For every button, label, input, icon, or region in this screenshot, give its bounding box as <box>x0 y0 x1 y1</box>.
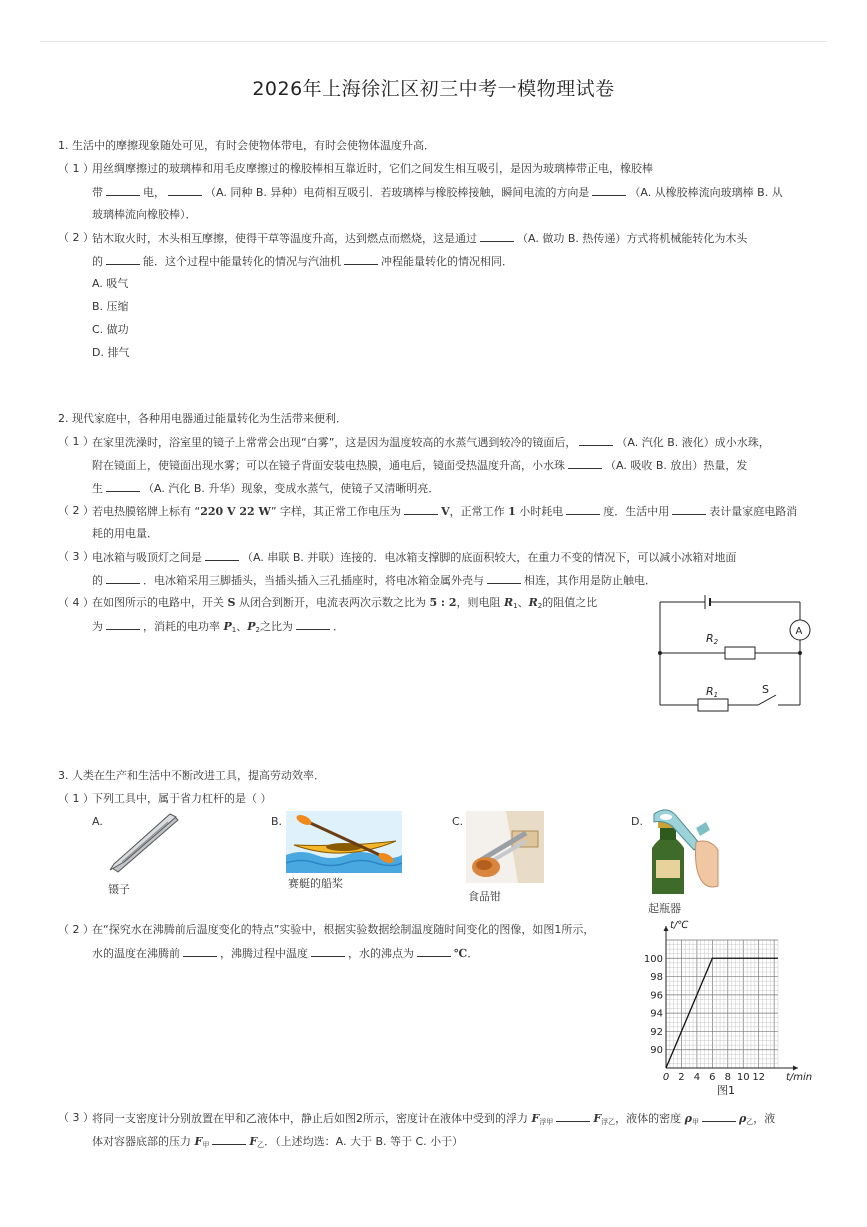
q2-p2-line2: 耗的用电量． <box>92 527 158 540</box>
switch-icon <box>758 695 776 705</box>
option-d[interactable]: D. 排气 <box>92 346 130 359</box>
x-tick-label: 8 <box>724 1072 731 1083</box>
q3-p1-text: 下列工具中，属于省力杠杆的是（ ） <box>92 792 272 805</box>
answer-blank[interactable] <box>311 945 345 957</box>
resistor-r2-icon <box>725 647 755 659</box>
q1-p1-line3: 玻璃棒流向橡胶棒）． <box>92 208 197 221</box>
q2-p2-line1: 若电热膜铭牌上标有 “220 V 22 W” 字样，其正常工作电压为 V，正常工作 1 小时耗电 度．生活中用 表计量家庭电路消 <box>92 505 798 518</box>
r1-label: R1 <box>706 685 719 699</box>
option-a[interactable]: A. 吸气 <box>92 277 129 290</box>
answer-blank[interactable] <box>672 503 706 515</box>
q2-p2-number: （ 2 ） <box>58 504 94 517</box>
answer-blank[interactable] <box>344 253 378 265</box>
answer-blank[interactable] <box>205 549 239 561</box>
q3-p2-line1: 在“探究水在沸腾前后温度变化的特点”实验中，根据实验数据绘制温度随时间变化的图像，如图1所示， <box>92 923 595 936</box>
q1-p1-line2: 带 电， （A. 同种 B. 异种）电荷相互吸引．若玻璃棒与橡胶棒接触，瞬间电流的方向是 （A. 从橡胶棒流向玻璃棒 B. 从 <box>92 186 783 199</box>
top-divider <box>40 41 827 42</box>
tool-b-caption: 赛艇的船桨 <box>288 877 343 890</box>
answer-blank[interactable] <box>404 503 438 515</box>
answer-blank[interactable] <box>487 572 521 584</box>
answer-blank[interactable] <box>183 945 217 957</box>
q1-p1-line1: 用丝绸摩擦过的玻璃棒和用毛皮摩擦过的橡胶棒相互靠近时，它们之间发生相互吸引，是因为玻璃棒带正电，橡胶棒 <box>92 162 653 175</box>
q2-p4-line2: 为 ，消耗的电功率 $P_1$、$P_2$之比为 ． <box>92 620 344 634</box>
tool-c-caption: 食品钳 <box>468 890 501 903</box>
answer-blank[interactable] <box>579 434 613 446</box>
tool-b-letter[interactable]: B. <box>271 815 283 828</box>
y-tick-label: 100 <box>643 953 663 965</box>
x-axis-arrow <box>793 1066 798 1071</box>
answer-blank[interactable] <box>106 572 140 584</box>
y-tick-label: 96 <box>650 990 663 1002</box>
kayak-paddle-image <box>286 811 402 873</box>
q1-p2-line2: 的 能．这个过程中能量转化的情况与汽油机 冲程能量转化的情况相同． <box>92 255 513 268</box>
q3-p2-line2: 水的温度在沸腾前 ，沸腾过程中温度 ，水的沸点为 ℃． <box>92 947 479 960</box>
y-tick-label: 90 <box>650 1045 663 1057</box>
switch-label: S <box>762 683 769 696</box>
q2-p4-number: （ 4 ） <box>58 596 94 609</box>
tool-c-letter[interactable]: C. <box>452 815 464 828</box>
q3-stem: 3. 人类在生产和生活中不断改进工具，提高劳动效率． <box>58 769 325 782</box>
q3-p1-number: （ 1 ） <box>58 792 94 805</box>
y-tick-label: 92 <box>650 1026 663 1038</box>
resistor-r1-icon <box>698 699 728 711</box>
x-tick-label: 0 <box>662 1072 670 1083</box>
y-axis-arrow <box>664 926 669 931</box>
q2-p1-number: （ 1 ） <box>58 435 94 448</box>
x-tick-label: 2 <box>678 1072 685 1083</box>
tweezers-image <box>104 812 184 878</box>
answer-blank[interactable] <box>106 184 140 196</box>
q3-p3-line1: 将同一支密度计分别放置在甲和乙液体中，静止后如图2所示，密度计在液体中受到的浮力 $F_{浮甲}$ $F_{浮乙}$，液体的密度 $\rho_甲$ $\rho_乙$，液 <box>92 1112 776 1126</box>
r2-label: R2 <box>706 632 719 646</box>
q2-p3-line2: 的 ．电冰箱采用三脚插头，当插头插入三孔插座时，将电冰箱金属外壳与 相连，其作用是防止触电． <box>92 574 656 587</box>
q1-p1-number: （ 1 ） <box>58 162 94 175</box>
answer-blank[interactable] <box>702 1110 736 1122</box>
bottle-opener-image <box>644 808 720 894</box>
y-tick-label: 94 <box>650 1008 663 1020</box>
tool-d-letter[interactable]: D. <box>631 815 643 828</box>
x-tick-label: 10 <box>736 1072 750 1083</box>
answer-blank[interactable] <box>106 253 140 265</box>
answer-blank[interactable] <box>168 184 202 196</box>
q1-stem: 1. 生活中的摩擦现象随处可见，有时会使物体带电，有时会使物体温度升高． <box>58 139 435 152</box>
temperature-time-chart <box>640 912 820 1100</box>
q2-p1-line3: 生 （A. 汽化 B. 升华）现象，变成水蒸气，使镜子又清晰明亮． <box>92 482 440 495</box>
q3-p3-line2: 体对容器底部的压力 $F_甲$ $F_乙$．（上述均选：A. 大于 B. 等于 C. 小于） <box>92 1135 464 1149</box>
q1-p2-number: （ 2 ） <box>58 231 94 244</box>
q3-p3-number: （ 3 ） <box>58 1111 94 1124</box>
y-axis-label: t/℃ <box>670 920 689 931</box>
q2-p1-line2: 附在镜面上，使镜面出现水雾；可以在镜子背面安装电热膜，通电后，镜面受热温度升高，小水珠 （A. 吸收 B. 放出）热量，发 <box>92 459 748 472</box>
x-tick-label: 12 <box>752 1072 766 1083</box>
answer-blank[interactable] <box>566 503 600 515</box>
food-tongs-image <box>466 811 544 883</box>
tool-d-caption: 起瓶器 <box>648 902 681 915</box>
answer-blank[interactable] <box>568 457 602 469</box>
option-b[interactable]: B. 压缩 <box>92 300 129 313</box>
ammeter-label: A <box>795 626 803 637</box>
q2-p3-line1: 电冰箱与吸顶灯之间是 （A. 串联 B. 并联）连接的．电冰箱支撑脚的底面积较大，在重力不变的情况下，可以减小冰箱对地面 <box>92 551 737 564</box>
answer-blank[interactable] <box>296 618 330 630</box>
q2-p1-line1: 在家里洗澡时，浴室里的镜子上常常会出现“白雾”，这是因为温度较高的水蒸气遇到较冷的镜面后， （A. 汽化 B. 液化）成小水珠， <box>92 436 770 449</box>
answer-blank[interactable] <box>106 480 140 492</box>
answer-blank[interactable] <box>106 618 140 630</box>
x-tick-label: 4 <box>693 1072 701 1083</box>
x-axis-label: t/min <box>786 1072 813 1083</box>
option-c[interactable]: C. 做功 <box>92 323 129 336</box>
q1-p2-line1: 钻木取火时，木头相互摩擦，使得干草等温度升高，达到燃点而燃烧，这是通过 （A. 做功 B. 热传递）方式将机械能转化为木头 <box>92 232 748 245</box>
answer-blank[interactable] <box>212 1133 246 1145</box>
circuit-diagram <box>650 590 820 715</box>
answer-blank[interactable] <box>592 184 626 196</box>
q2-stem: 2. 现代家庭中，各种用电器通过能量转化为生活带来便利． <box>58 412 347 425</box>
tool-a-caption: 镊子 <box>108 883 130 896</box>
q2-p3-number: （ 3 ） <box>58 550 94 563</box>
answer-blank[interactable] <box>556 1110 590 1122</box>
answer-blank[interactable] <box>480 230 514 242</box>
chart-caption: 图1 <box>717 1084 735 1097</box>
x-tick-label: 6 <box>709 1072 716 1083</box>
tool-a-letter[interactable]: A. <box>92 815 103 828</box>
answer-blank[interactable] <box>417 945 451 957</box>
page-title: 2026年上海徐汇区初三中考一模物理试卷 <box>252 78 615 100</box>
y-tick-label: 98 <box>650 972 663 984</box>
q2-p4-line1: 在如图所示的电路中，开关 S 从闭合到断开，电流表两次示数之比为 5 : 2，则电阻 $R_1$、$R_2$的阻值之比 <box>92 596 598 610</box>
q3-p2-number: （ 2 ） <box>58 923 94 936</box>
